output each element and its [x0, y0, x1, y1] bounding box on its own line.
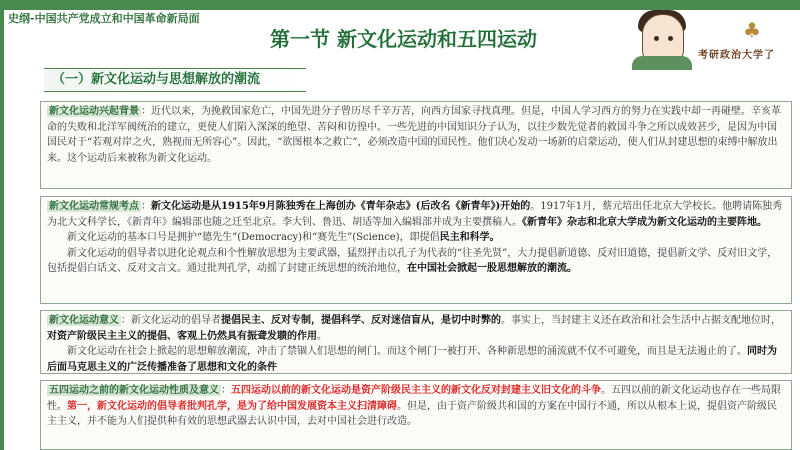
- background-paragraph: [47, 104, 785, 166]
- key-points-paragraph-3: [47, 246, 785, 277]
- key-points-text-1: ：: [141, 201, 151, 212]
- brand-logo: [618, 6, 798, 70]
- key-points-text-3: 新文化运动的基本口号是拥护“德先生”(Democracy)和“赛先生”(Science)，即提倡: [67, 232, 440, 243]
- significance-paragraph-2: [47, 344, 785, 375]
- background-text: ：近代以来，为挽救国家危亡，中国先进分子曾历尽千辛万苦，向西方国家寻找真理。但是，中国人学习西方的努力在实践中却一再碰壁。辛亥革命的失败和北洋军阀统治的建立，更使人们陷入深深的绝望、苦闷和彷徨中。一些先进的中国知识分子认为，以往少数先觉者的救国斗争之所以成效甚少，是因为中国国民对于“若观对岸之火，熟视而无所容心”。因此，“欲图根本之救亡”，必须改造中国的国民性。他们决心发动一场新的启蒙运动，使人们从封建思想的束缚中解放出来。这个运动后来被称为新文化运动。: [47, 106, 781, 164]
- nature-red-1: 五四运动以前的新文化运动是资产阶级民主主义的新文化反对封建主义旧文化的斗争: [231, 385, 601, 396]
- significance-text-3: 。: [317, 330, 327, 342]
- section-subheading: （一）新文化运动与思想解放的潮流: [44, 68, 306, 92]
- nature-text-3: 。但是，由于资产阶级共和国的方案在中国行不通，所以从根本上说，提倡资产阶级民主主义，并不能为人们提供种有效的思想武器去认识中国，去对中国社会进行改造。: [47, 400, 777, 427]
- nature-text-1: ：: [221, 385, 231, 396]
- key-points-bold-2: 《新青年》杂志和北京大学成为新文化运动的主要阵地。: [522, 216, 767, 228]
- key-points-paragraph-1: [47, 199, 785, 230]
- key-points-paragraph-2: [47, 230, 785, 246]
- page-title: 第一节 新文化运动和五四运动: [270, 27, 537, 51]
- key-points-bold-4: 在中国社会掀起一股思想解放的潮流。: [407, 263, 577, 274]
- key-points-label: 新文化运动常规考点: [49, 201, 139, 212]
- avatar-eye-left: [654, 36, 659, 41]
- logo-text: 考研政治大学了: [698, 50, 775, 61]
- significance-box: [40, 310, 792, 374]
- key-points-text-4: 新文化运动的倡导者以进化论观点和个性解放思想为主要武器，猛烈抨击以孔子为代表的“往圣先贤”，大力提倡新道德、反对旧道德，提倡新文学、反对旧文学，包括提倡白话文、反对文言文。通过批判孔学，动摇了封建正统思想的统治地位，: [47, 247, 778, 274]
- avatar-eye-right: [668, 36, 673, 41]
- significance-paragraph-1: [47, 313, 785, 344]
- significance-text-2: 。事实上，当封建主义还在政治和社会生活中占据支配地位时，: [501, 315, 781, 326]
- significance-bold-2: 对资产阶级民主主义的提倡、客观上仍然具有振聋发聩的作用: [47, 330, 317, 342]
- nature-text-2: 。五四以前的新文化运动也存在一些局限性。: [47, 385, 781, 412]
- significance-bold-1: 提倡民主、反对专制，提倡科学、反对迷信盲从，是切中时弊的: [221, 315, 501, 326]
- nature-paragraph: [47, 383, 785, 430]
- key-points-box: [40, 196, 792, 304]
- nature-red-2: 第一，新文化运动的倡导者批判孔学，是为了给中国发展资本主义扫清障碍: [67, 400, 397, 412]
- key-points-bold-3: 民主和科学。: [439, 232, 500, 243]
- key-points-bold-1: 新文化运动是从1915年9月陈独秀在上海创办《青年杂志》(后改名《新青年》)开始的: [151, 201, 531, 212]
- significance-label: 新文化运动意义: [49, 315, 119, 326]
- nature-box: [40, 380, 792, 450]
- significance-text-1: ：新文化运动的倡导者: [121, 315, 221, 326]
- left-accent-bar: [0, 10, 4, 450]
- tree-emblem-icon: ♣: [743, 18, 761, 42]
- avatar-body: [632, 56, 692, 70]
- background-box: [40, 101, 792, 189]
- course-title: 史纲-中国共产党成立和中国革命新局面: [8, 12, 200, 25]
- significance-bold-3: 同时为后面马克思主义的广泛传播准备了思想和文化的条件: [47, 346, 777, 373]
- key-points-text-2: 。1917年1月，蔡元培出任北京大学校长。他聘请陈独秀为北大文科学长，《新青年》编辑部也随之迁至北京。李大钊、鲁迅、胡适等加入编辑部并成为主要撰稿人。: [47, 201, 783, 228]
- background-label: 新文化运动兴起背景: [49, 106, 139, 117]
- significance-text-4: 新文化运动在社会上掀起的思想解放潮流，冲击了禁锢人们思想的闸门。而这个闸门一被打开、各种新思想的涌流就不仅不可避免，而且是无法遏止的了。: [67, 346, 747, 357]
- nature-label: 五四运动之前的新文化运动性质及意义: [49, 385, 219, 396]
